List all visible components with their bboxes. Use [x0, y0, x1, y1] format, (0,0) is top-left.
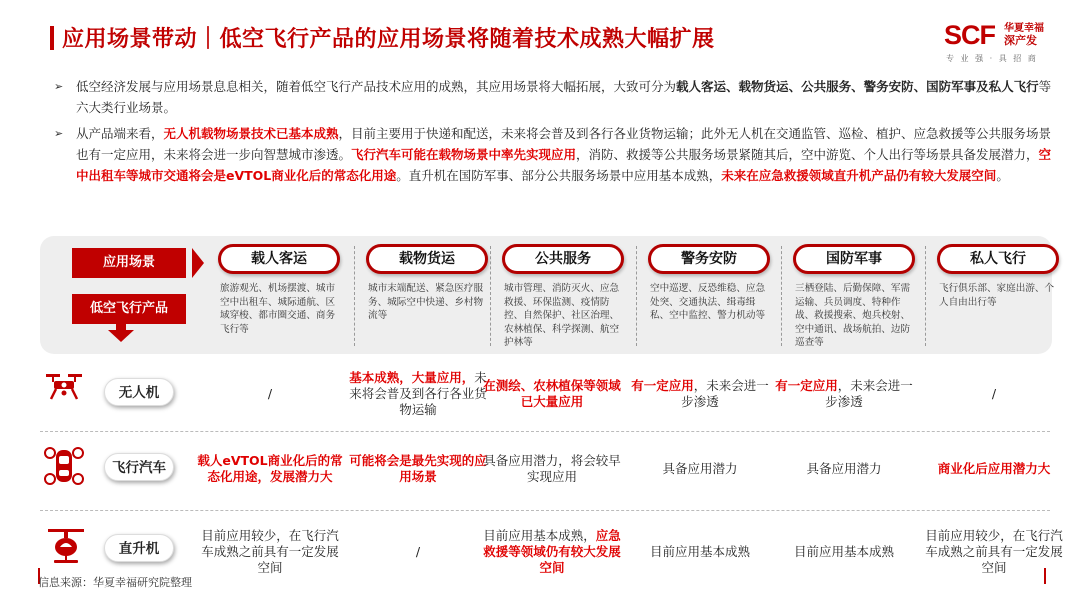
title-accent-bar — [50, 26, 54, 50]
matrix-cell: / — [415, 544, 421, 559]
bullet-segment: 、 — [851, 79, 864, 94]
scenario-column — [218, 244, 340, 336]
matrix-cell: 目前应用较少，在飞行汽车成熟之前具有一定发展空间 — [201, 528, 339, 575]
scenario-column — [366, 244, 488, 323]
scenario-pill: 公共服务 — [502, 244, 624, 274]
matrix-cell: 在测绘、农林植保等领域已大量应用 — [483, 378, 621, 409]
bullet-segment: 未来在应急救援领域直升机产品仍有较大发展空间 — [721, 168, 997, 183]
bullet-segment: ，消防、救援等公共服务场景紧随其后，空中游览、个人出行等场景具备发展潜力， — [576, 147, 1039, 162]
bullet-list — [50, 76, 1060, 191]
scenario-description: 空中巡逻、反恐维稳、应急处突、交通执法、缉毒缉私、空中监控、警力机动等 — [650, 283, 766, 321]
matrix-cell: 目前应用较少，在飞行汽车成熟之前具有一定发展空间 — [925, 528, 1063, 575]
scenario-pill: 私人飞行 — [937, 244, 1059, 274]
bullet-segment: 公共服务 — [801, 79, 852, 94]
matrix-cell: 可能将会是最先实现的应用场景 — [349, 453, 487, 484]
column-divider — [354, 246, 355, 346]
matrix-cell — [478, 526, 626, 578]
cell-segment: 有一定应用 — [631, 378, 694, 393]
matrix-cell: 具备应用潜力 — [806, 461, 882, 476]
bullet-item — [50, 76, 1060, 118]
arrow-bullet-icon: ➢ — [54, 127, 64, 140]
matrix-cell: 目前应用基本成熟 — [649, 544, 750, 559]
matrix-cell: 具备应用潜力，将会较早实现应用 — [483, 453, 621, 484]
logo-cn: 华夏幸福 深产发 — [1004, 23, 1044, 47]
matrix-cell: 具备应用潜力 — [662, 461, 738, 476]
bullet-item — [50, 123, 1060, 186]
bullet-segment: 国防军事及私人飞行 — [926, 79, 1039, 94]
bullet-segment: 空中出租车等城市交通将会是eVTOL商业化后的常态化用途 — [76, 147, 1052, 183]
cell-segment: ，未来会进一步渗透 — [681, 378, 769, 409]
scenario-column — [502, 244, 624, 350]
scf-logo — [944, 20, 1060, 64]
arrow-down-icon — [108, 330, 134, 342]
row-divider — [40, 431, 1050, 432]
source-note: 信息来源：华夏幸福研究院整理 — [38, 576, 192, 589]
matrix-cell: 目前应用基本成熟 — [793, 544, 894, 559]
column-divider — [636, 246, 637, 346]
scenario-description: 城市管理、消防灭火、应急救援、环保监测、疫情防控、自然保护、社区治理、农林植保、科学探测、航空护林等 — [504, 283, 620, 348]
bullet-text — [76, 79, 1051, 115]
matrix-cell: 载人eVTOL商业化后的常态化用途，发展潜力大 — [197, 453, 343, 484]
arrow-bullet-icon: ➢ — [54, 80, 64, 93]
bullet-text — [76, 126, 1051, 183]
row-divider — [40, 510, 1050, 511]
bullet-segment: 。 — [996, 168, 1009, 183]
matrix-cell — [770, 370, 918, 418]
matrix-cell — [626, 370, 774, 418]
matrix-cell: / — [991, 386, 997, 401]
scenario-pill: 载物货运 — [366, 244, 488, 274]
bullet-segment: 、 — [788, 79, 802, 94]
corner-mark — [1044, 568, 1046, 584]
bullet-segment: 警务安防 — [863, 79, 914, 94]
matrix-cell — [344, 370, 492, 418]
scenario-pill: 警务安防 — [648, 244, 770, 274]
scenario-column — [793, 244, 915, 350]
scenario-column — [937, 244, 1059, 309]
product-label: 直升机 — [104, 534, 174, 562]
bullet-segment: 从产品端来看， — [76, 126, 164, 141]
axis-labels — [66, 248, 200, 358]
cell-segment: 未来将会普及到各行各业货物运输 — [349, 370, 487, 417]
product-label: 飞行汽车 — [104, 453, 174, 481]
bullet-segment: 、 — [726, 79, 739, 94]
matrix-cell: 商业化后应用潜力大 — [937, 461, 1051, 476]
bullet-segment: 载物货运 — [738, 79, 789, 94]
bullet-segment: 飞行汽车可能在载物场景中率先实现应用 — [351, 147, 577, 162]
product-axis-label: 低空飞行产品 — [72, 294, 186, 324]
product-label: 无人机 — [104, 378, 174, 406]
bullet-segment: 载人客运 — [676, 79, 727, 94]
drone-icon — [44, 370, 84, 408]
bullet-segment: 、 — [913, 79, 927, 94]
scenario-description: 飞行俱乐部、家庭出游、个人自由出行等 — [939, 283, 1055, 308]
matrix-cell: / — [267, 386, 273, 401]
flying-car-icon — [44, 445, 84, 491]
bullet-segment: 低空经济发展与应用场景息息相关，随着低空飞行产品技术应用的成熟，其应用场景将大幅拓展，大致可分为 — [76, 79, 677, 94]
bullet-segment: ，目前主要用于快递和配送，未来将会普及到各行各业货物运输；此外无人机在交通监管、巡检、植护、应急救援等公共服务场景也有一定应用，未来将会进一步向智慧城市渗透。 — [76, 126, 1052, 162]
bullet-segment: 无人机载物场景技术已基本成熟 — [163, 126, 339, 141]
scenario-description: 城市末端配送、紧急医疗服务、城际空中快递、乡村物流等 — [368, 283, 484, 321]
column-divider — [781, 246, 782, 346]
bullet-segment: 。直升机在国防军事、部分公共服务场景中应用基本成熟， — [396, 168, 722, 183]
cell-segment: 应急救援等领域仍有较大发展空间 — [483, 528, 621, 575]
cell-segment: ，未来会进一步渗透 — [825, 378, 913, 409]
scenario-axis-label: 应用场景 — [72, 248, 186, 278]
cell-segment: 目前应用基本成熟， — [483, 528, 596, 543]
logo-text: SCF — [944, 20, 995, 50]
logo-tagline: 专 业 强 · 具 招 商 — [946, 54, 1038, 63]
column-divider — [490, 246, 491, 346]
arrow-right-icon — [192, 248, 204, 278]
scenario-column — [648, 244, 770, 323]
page-title: 应用场景带动｜低空飞行产品的应用场景将随着技术成熟大幅扩展 — [62, 27, 715, 52]
scenario-description: 三栖登陆、后勤保障、军需运输、兵员调度、特种作战、救援搜索、炮兵校射、空中通讯、战场航拍、边防巡查等 — [795, 283, 911, 348]
column-divider — [925, 246, 926, 346]
helicopter-icon — [44, 526, 88, 570]
scenario-pill: 国防军事 — [793, 244, 915, 274]
cell-segment: 基本成熟，大量应用， — [349, 370, 475, 385]
bullet-segment: 等六大类行业场景。 — [76, 79, 1052, 115]
scenario-description: 旅游观光、机场摆渡、城市空中出租车、城际通航、区域穿梭、都市圈交通、商务飞行等 — [220, 283, 336, 335]
scenario-pill: 载人客运 — [218, 244, 340, 274]
cell-segment: 有一定应用 — [775, 378, 838, 393]
